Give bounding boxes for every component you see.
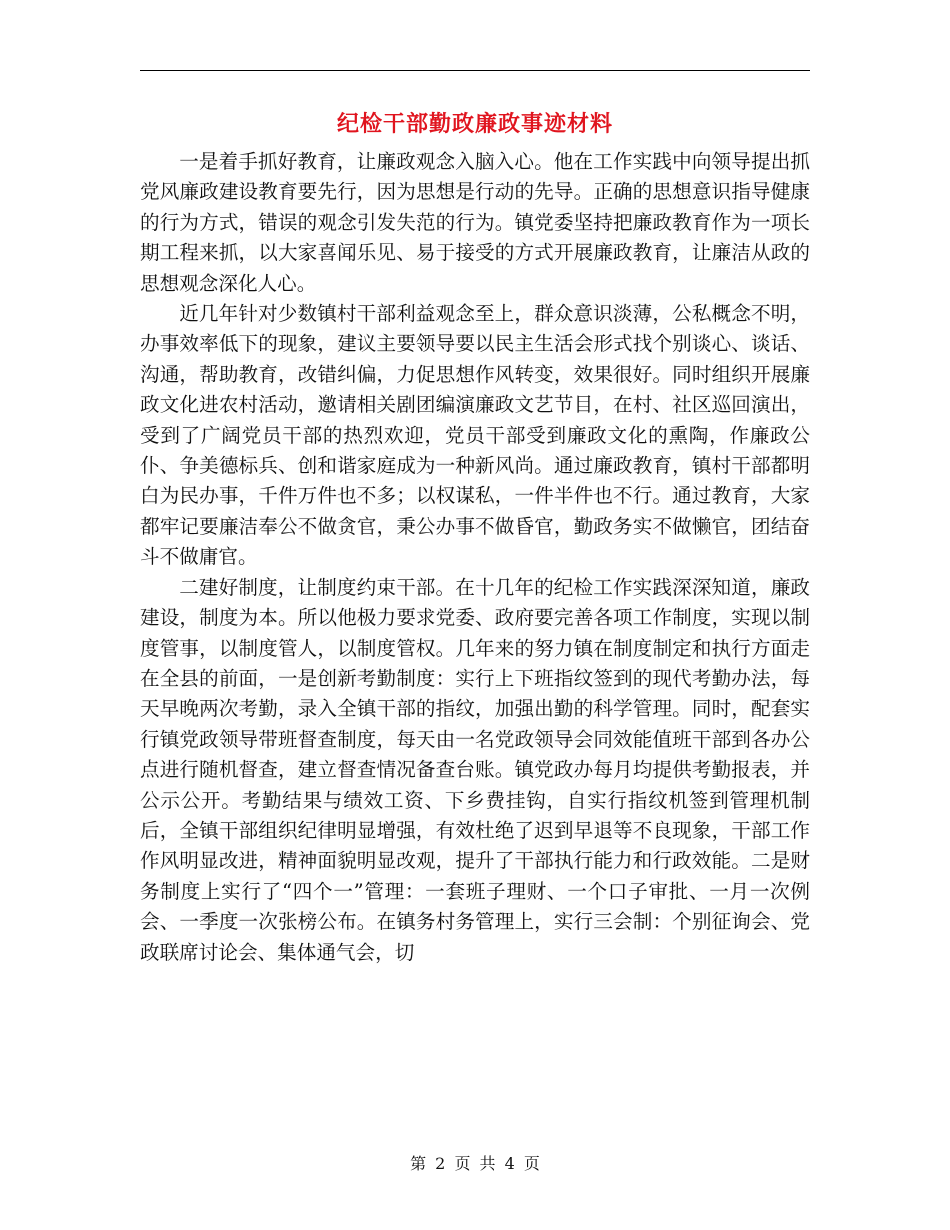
- paragraph-institutions: 二建好制度，让制度约束干部。在十几年的纪检工作实践深深知道，廉政建设，制度为本。所以他极力要求党委、政府要完善各项工作制度，实现以制度管事，以制度管人，以制度管权。几年来的努力镇在制度制定和执行方面走在全县的前面，一是创新考勤制度：实行上下班指纹签到的现代考勤办法，每天早晚两次考勤，录入全镇干部的指纹，加强出勤的科学管理。同时，配套实行镇党政领导带班督查制度，每天由一名党政领导会同效能值班干部到各办公点进行随机督查，建立督查情况备查台账。镇党政办每月均提供考勤报表，并公示公开。考勤结果与绩效工资、下乡费挂钩，自实行指纹机签到管理机制后，全镇干部组织纪律明显增强，有效杜绝了迟到早退等不良现象，干部工作作风明显改进，精神面貌明显改观，提升了干部执行能力和行政效能。二是财务制度上实行了“四个一”管理：一套班子理财、一个口子审批、一月一次例会、一季度一次张榜公布。在镇务村务管理上，实行三会制：个别征询会、党政联席讨论会、集体通气会，切: [140, 575, 810, 964]
- header-rule: [140, 70, 810, 71]
- page-number-footer: 第 2 页 共 4 页: [410, 1154, 540, 1173]
- document-body: [140, 147, 810, 968]
- paragraph-recent-years: 近几年针对少数镇村干部利益观念至上，群众意识淡薄，公私概念不明，办事效率低下的现象，建议主要领导要以民主生活会形式找个别谈心、谈话、沟通，帮助教育，改错纠偏，力促思想作风转变，效果很好。同时组织开展廉政文化进农村活动，邀请相关剧团编演廉政文艺节目，在村、社区巡回演出，受到了广阔党员干部的热烈欢迎，党员干部受到廉政文化的熏陶，作廉政公仆、争美德标兵、创和谐家庭成为一种新风尚。通过廉政教育，镇村干部都明白为民办事，千件万件也不多；以权谋私，一件半件也不行。通过教育，大家都牢记要廉洁奉公不做贪官，秉公办事不做昏官，勤政务实不做懒官，团结奋斗不做庸官。: [140, 302, 810, 569]
- document-title: 纪检干部勤政廉政事迹材料: [336, 111, 613, 137]
- paragraph-education: 一是着手抓好教育，让廉政观念入脑入心。他在工作实践中向领导提出抓党风廉政建设教育要先行，因为思想是行动的先导。正确的思想意识指导健康的行为方式，错误的观念引发失范的行为。镇党委坚持把廉政教育作为一项长期工程来抓，以大家喜闻乐见、易于接受的方式开展廉政教育，让廉洁从政的思想观念深化人心。: [140, 150, 810, 295]
